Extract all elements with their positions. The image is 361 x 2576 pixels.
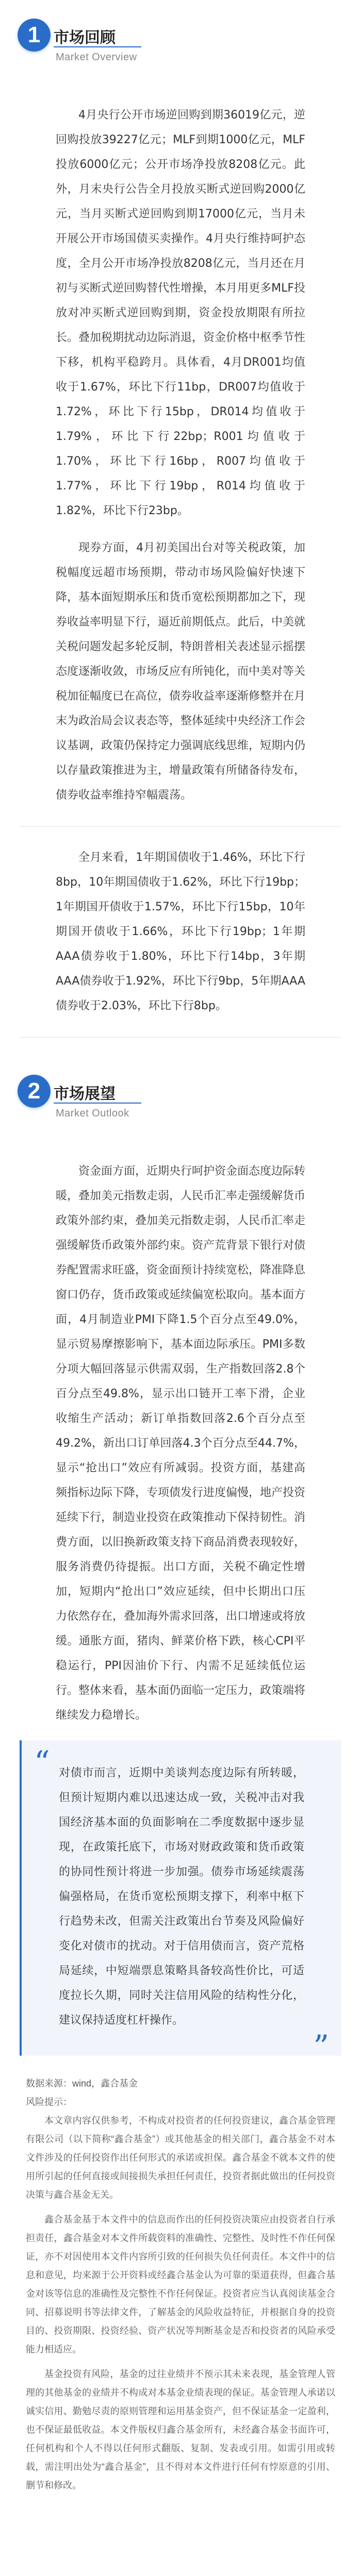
divider [20, 1037, 341, 1038]
risk-title: 风险提示： [26, 2097, 72, 2107]
section-subtitle: Market Outlook [56, 1108, 129, 1119]
paragraph: 4月央行公开市场逆回购到期36019亿元，逆回购投放39227亿元；MLF到期1000亿元，MLF投放6000亿元；公开市场净投放8208亿元。此外，月末央行公告全月投放买断式逆回购2000亿元，当月买断式逆回购到期17000亿元，当月未开展公开市场国债买卖操作。4月央行维持呵护态度，全月公开市场净投放8208亿元，当月还在月初与买断式逆回购替代性增操，本月用更多MLF投放对冲买断式逆回购到期，资金投放期限有所拉长。叠加税期扰动边际消退，资金价格中枢季节性下移，机构平稳跨月。具体看，4月DR001均值收于1.67%，环比下行11bp，DR007均值收于1.72%，环比下行15bp，DR014均值收于1.79%，环比下行22bp；R001均值收于1.70%，环比下行16bp，R007均值收于1.77%，环比下行19bp，R014均值收于1.82%，环比下行23bp。 [56, 109, 306, 517]
highlight-quote-box [20, 1740, 341, 2065]
risk-paragraph: 鑫合基金基于本文件中的信息而作出的任何投资决策应由投资者自行承担责任，鑫合基金对本文件所载资料的准确性、完整性、及时性不作任何保证，亦不对因使用本文件内容所引致的任何损失负任何责任。本文件中的信息和意见，均来源于公开资料或经鑫合基金认为可靠的渠道获得，但鑫合基金对该等信息的准确性及完整性不作任何保证。投资者应当认真阅读基金合同、招募说明书等法律文件，了解基金的风险收益特征，并根据自身的投资目的、投资期限、投资经验、资产状况等判断基金是否和投资者的风险承受能力相适应。 [26, 2214, 335, 2354]
section-number-badge: 2 [18, 1075, 51, 1108]
title-underline [54, 46, 141, 47]
section-header-market-outlook [0, 1056, 361, 1159]
divider [20, 826, 341, 827]
risk-paragraph: 基金投资有风险，基金的过往业绩并不预示其未来表现，基金管理人管理的其他基金的业绩并不构成对本基金业绩表现的保证。基金管理人承诺以诚实信用、勤勉尽责的原则管理和运用基金资产，但不保证基金一定盈利，也不保证最低收益。本文件版权归鑫合基金所有，未经鑫合基金书面许可，任何机构和个人不得以任何形式翻版、复制、发表或引用。如需引用或转载，需注明出处为“鑫合基金”，且不得对本文件进行任何有悖原意的引用、删节和修改。 [26, 2369, 335, 2490]
section-header-market-overview [0, 0, 361, 103]
data-source: 数据来源：wind，鑫合基金 [26, 2078, 138, 2089]
quote-open-icon: “ [34, 1744, 50, 1781]
title-underline [54, 1103, 141, 1104]
quote-close-icon: ” [313, 2029, 329, 2065]
paragraph: 资金面方面，近期央行呵护资金面态度边际转暖，叠加美元指数走弱，人民币汇率走强缓解货币政策外部约束，叠加美元指数走弱，人民币汇率走强缓解货币政策外部约束。资产荒背景下银行对债券配置需求旺盛，资金面预计持续宽松，降准降息窗口仍存，货币政策或延续偏宽松取向。基本面方面，4月制造业PMI下降1.5个百分点至49.0%，显示贸易摩擦影响下，基本面边际承压。PMI多数分项大幅回落显示供需双弱，生产指数回落2.8个百分点至49.8%，显示出口链开工率下滑，企业收缩生产活动；新订单指数回落2.6个百分点至49.2%，新出口订单回落4.3个百分点至44.7%，显示“抢出口”效应有所减弱。投资方面，基建高频指标边际下降，专项债发行进度偏慢，地产投资延续下行，制造业投资在政策推动下保持韧性。消费方面，以旧换新政策支持下商品消费表现较好，服务消费仍待提振。出口方面，关税不确定性增加，短期内“抢出口”效应延续，但中长期出口压力依然存在，叠加海外需求回落，出口增速或将放缓。通胀方面，猪肉、鲜菜价格下跌，核心CPI平稳运行，PPI因油价下行、内需不足延续低位运行。整体来看，基本面仍面临一定压力，政策端将继续发力稳增长。 [56, 1165, 306, 1722]
risk-paragraph: 本文章内容仅供参考，不构成对投资者的任何投资建议，鑫合基金管理有限公司（以下简称“鑫合基金”）或其他基金的相关部门，鑫合基金不对本文件涉及的任何投资作出任何形式的承诺或担保。鑫合基金不就本文件的使用所引起的任何直接或间接损失承担任何责任，投资者据此做出的任何投资决策与鑫合基金无关。 [26, 2115, 335, 2200]
paragraph-yields: 全月来看，1年期国债收于1.46%，环比下行8bp，10年期国债收于1.62%，环比下行19bp；1年期国开债收于1.57%，环比下行15bp，10年期国开债收于1.66%，环比下行19bp；1年期AAA债券收于1.80%，环比下行14bp，3年期AAA债券收于1.92%，环比下行9bp，5年期AAA债券收于2.03%，环比下行8bp。 [56, 851, 305, 1012]
quote-text: 对债市而言，近期中美谈判态度边际有所转暖，但预计短期内难以迅速达成一致，关税冲击对我国经济基本面的负面影响在二季度数据中逐步显现，在政策托底下，市场对财政政策和货币政策的协同性预计将进一步加强。债券市场延续震荡偏强格局，在货币宽松预期支撑下，利率中枢下行趋势未改，但需关注政策出台节奏及风险偏好变化对债市的扰动。对于信用债而言，资产荒格局延续，中短端票息策略具备较高性价比，可适度拉长久期，同时关注信用风险的结构性分化，建议保持适度杠杆操作。 [59, 1767, 304, 2027]
section-number-badge: 1 [18, 19, 51, 52]
section-title: 市场展望 [54, 1086, 116, 1103]
section-subtitle: Market Overview [56, 52, 137, 63]
section-title: 市场回顾 [54, 29, 116, 46]
paragraph: 现券方面，4月初美国出台对等关税政策，加税幅度远超市场预期，带动市场风险偏好快速下降，基本面短期承压和货币宽松预期都加之下，现券收益率明显下行，逼近前期低点。此后，中美就关税问题发起多轮反制，特朗普相关表述显示摇摆态度逐渐收敛，市场反应有所钝化，而中美对等关税加征幅度已在高位，债券收益率逐渐修整并在月末为政治局会议表态等，整体延续中央经济工作会议基调，政策仍保持定力强调底线思维，短期内仍以存量政策推进为主，增量政策有所储备待发布，债券收益率维持窄幅震荡。 [56, 541, 306, 802]
